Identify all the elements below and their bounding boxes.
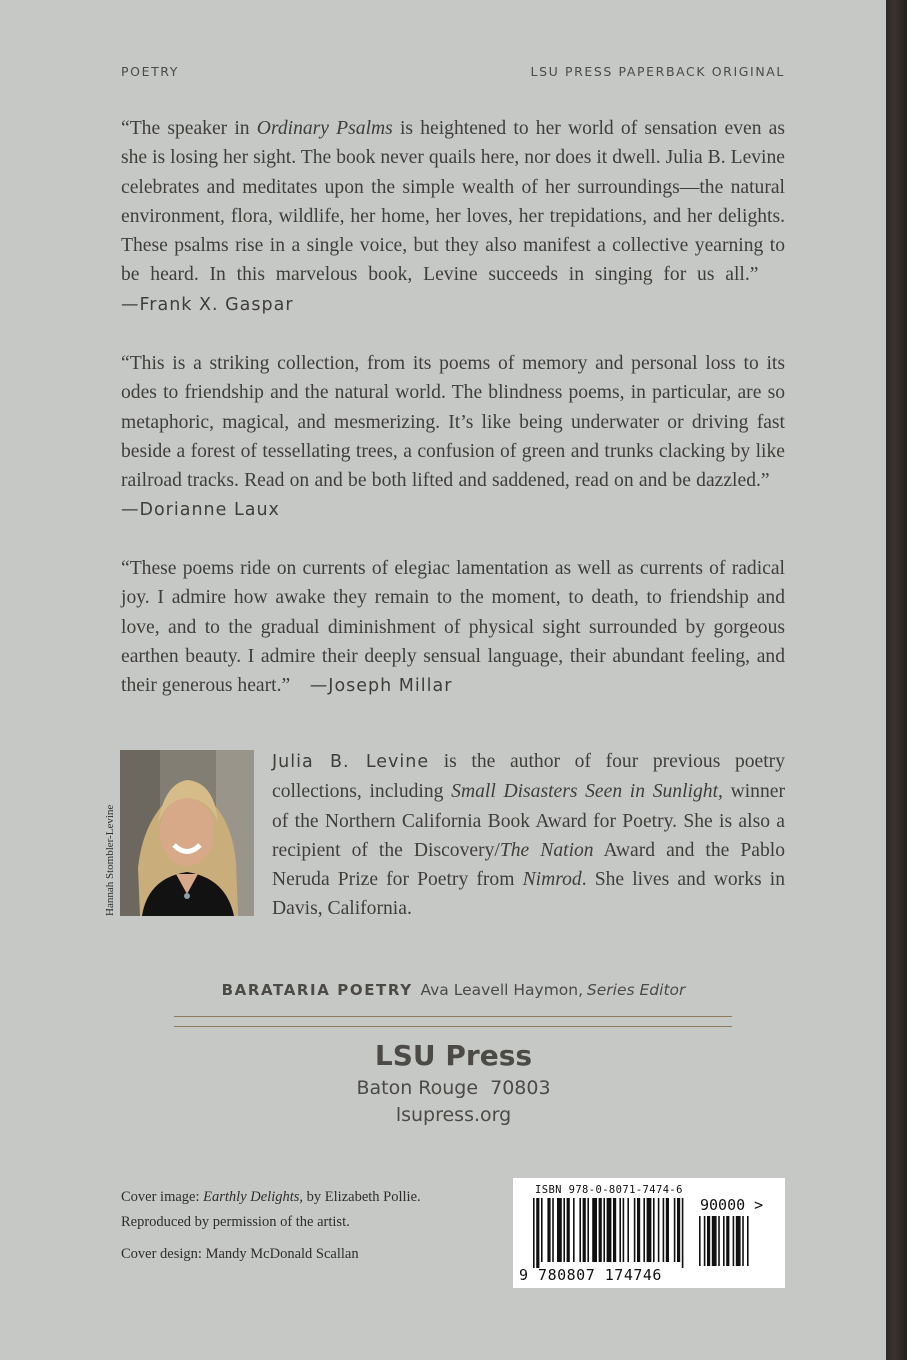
spine: [886, 0, 907, 1360]
price-code: 90000 >: [700, 1196, 764, 1214]
blurb-attribution: —Frank X. Gaspar: [121, 294, 294, 315]
bio-text: . She lives and works in Davis, California.: [272, 869, 785, 920]
bio-text: is the author of four previous poetry collections, including: [272, 751, 785, 803]
barcode-bar: [682, 1198, 684, 1268]
barcode-bar: [674, 1198, 676, 1262]
barcode-bar: [547, 1198, 550, 1262]
barcode-bar: [634, 1198, 636, 1262]
barcode-bar: [583, 1198, 586, 1262]
blurb-attribution: —Dorianne Laux: [121, 500, 280, 521]
series-editor: Ava Leavell Haymon,: [420, 981, 584, 999]
publisher-url: lsupress.org: [395, 1104, 512, 1126]
series-name: BARATARIA POETRY: [221, 981, 413, 999]
author-name: Julia B. Levine: [272, 752, 430, 772]
bio-text: Award and the Pablo Neruda Prize for Poetry from: [272, 839, 785, 891]
barcode-bar: [663, 1198, 665, 1262]
barcode-bar: [563, 1198, 565, 1262]
barcode-bar: [619, 1198, 621, 1262]
barcode-bar: [533, 1198, 535, 1268]
price-bar: [699, 1216, 701, 1266]
edition-label: LSU PRESS PAPERBACK ORIGINAL: [530, 64, 785, 79]
publisher-name: LSU Press: [374, 1039, 533, 1072]
blurb-millar: [121, 554, 785, 701]
permission-note: Reproduced by permission of the artist.: [121, 1213, 350, 1230]
price-bar: [718, 1216, 720, 1266]
barcode-bar: [623, 1198, 625, 1262]
price-bar: [742, 1216, 744, 1266]
barcode-bar: [536, 1198, 539, 1268]
price-bar: [733, 1216, 735, 1266]
credit-text: Cover image:: [121, 1189, 204, 1205]
barcode-bar: [613, 1198, 616, 1262]
blurb-attribution: —Joseph Millar: [309, 676, 453, 697]
cover-image-title: Earthly Delights,: [203, 1189, 304, 1205]
barcode-bar: [603, 1198, 605, 1262]
blurb-text: “These poems ride on currents of elegiac lamentation as well as currents of radical joy. I admire how awake they remain to the moment, to death, to friendship and love, and to the gradual diminishment of physical sight surrounded by gorgeous earthen beauty. I admire their deeply sensual language, their abundant feeling, and their generous heart.”: [121, 558, 785, 697]
ean-digits: 9 780807 174746: [519, 1266, 662, 1284]
blurb-text: is heightened to her world of sensation even as she is losing her sight. The book never quails here, nor does it dwell. Julia B. Levine celebrates and meditates upon the simple wealth of her surroundings—the natural environment, flora, wildlife, her home, her loves, her trepidations, and her delights. These psalms rise in a single voice, but they also manifest a collective yearning to be heard. In this marvelous book, Levine succeeds in singing for us all.”: [121, 118, 786, 286]
isbn-number: ISBN 978-0-8071-7474-6: [535, 1184, 683, 1196]
author-bio: [272, 747, 785, 924]
cover-design-credit: Cover design: Mandy McDonald Scallan: [121, 1246, 359, 1262]
barcode-bar: [627, 1198, 629, 1262]
barcode-bar: [599, 1198, 602, 1262]
blurb-text: “The speaker in: [121, 118, 257, 139]
barcode-box: [513, 1178, 785, 1288]
barcode-bar: [557, 1198, 562, 1262]
barcode-bar: [643, 1198, 645, 1262]
cover-credits: [121, 1185, 421, 1267]
barcode-bar: [653, 1198, 655, 1262]
bio-publication: Nimrod: [522, 869, 582, 891]
barcode-bar: [541, 1198, 543, 1262]
bio-text: winner of the Northern California Book Award for Poetry. She is also a recipient of the Discovery/: [272, 781, 785, 861]
barcode-bar: [647, 1198, 652, 1262]
cover-image-credit: [121, 1185, 421, 1210]
barcode-bar: [666, 1198, 669, 1262]
divider-rule-top: [174, 1016, 732, 1017]
price-bar: [704, 1216, 706, 1266]
price-bar: [723, 1216, 725, 1266]
blurb-laux: [121, 349, 785, 526]
barcode-bar: [677, 1198, 680, 1262]
publisher-city: Baton Rouge 70803: [356, 1077, 551, 1099]
barcode-bar: [567, 1198, 570, 1262]
price-bar: [747, 1216, 749, 1266]
blurb-gaspar: [121, 114, 785, 320]
price-bar: [712, 1216, 717, 1266]
bio-book-title: Small Disasters Seen in Sunlight,: [451, 781, 723, 803]
series-line: [0, 981, 907, 1000]
divider-rule-bottom: [174, 1026, 732, 1027]
credit-text: by Elizabeth Pollie.: [303, 1189, 421, 1205]
barcode-bar: [607, 1198, 612, 1262]
barcode-bar: [573, 1198, 575, 1262]
photo-credit: Hannah Stombler-Levine: [104, 804, 116, 916]
price-bar: [736, 1216, 741, 1266]
bio-publication: The Nation: [499, 839, 594, 861]
barcode-bar: [587, 1198, 589, 1262]
barcode-bar: [658, 1198, 660, 1262]
author-photo: [120, 750, 254, 916]
series-role: Series Editor: [586, 981, 686, 999]
barcode-bar: [552, 1198, 554, 1262]
book-title: Ordinary Psalms: [256, 118, 393, 139]
barcode-bar: [592, 1198, 597, 1262]
price-bar: [707, 1216, 710, 1266]
blurb-text: “This is a striking collection, from its poems of memory and personal loss to its odes to friendship and the natural world. The blindness poems, in particular, are so metaphoric, magical, and mesmerizing. It’s like being underwater or driving fast beside a forest of tessellating trees, a confusion of green and trunks clacking by like railroad tracks. Read on and be both lifted and saddened, read on and be dazzled.”: [121, 353, 785, 492]
barcode-bar: [637, 1198, 640, 1262]
barcode-bar: [579, 1198, 581, 1262]
author-portrait: [120, 750, 254, 916]
genre-label: POETRY: [121, 64, 180, 79]
price-bar: [726, 1216, 729, 1266]
